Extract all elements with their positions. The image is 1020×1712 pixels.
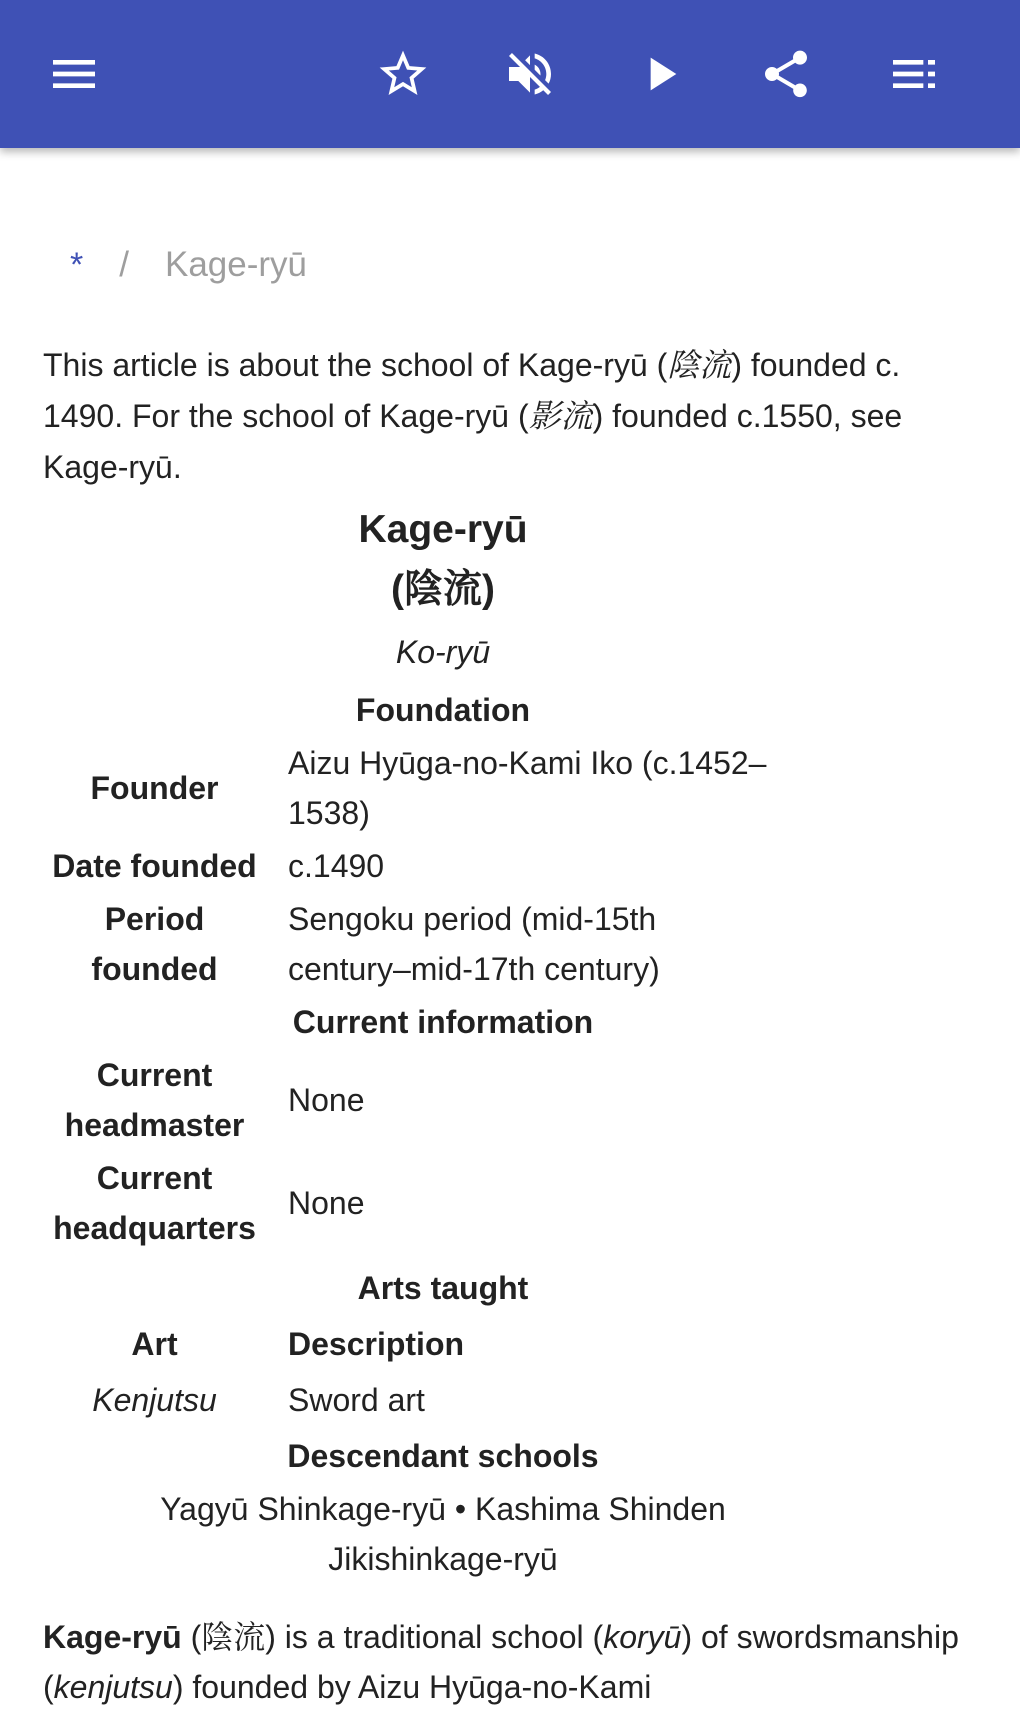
play-icon[interactable] <box>630 44 690 104</box>
founder-label: Founder <box>90 770 219 806</box>
breadcrumb-home-link[interactable]: * <box>70 245 84 284</box>
current-info-header: Current information <box>292 1004 594 1040</box>
arts-column-header-row <box>43 1316 843 1372</box>
share-icon[interactable] <box>756 44 816 104</box>
menu-icon[interactable] <box>44 44 104 104</box>
infobox-title-jp: (陰流) <box>391 568 495 611</box>
description-column-header: Description <box>288 1326 465 1362</box>
infobox-title: Kage-ryū <box>358 508 528 551</box>
article-paragraph <box>43 1612 1003 1712</box>
hatnote-text: ) founded c.1550, see Kage-ryū. <box>43 398 903 485</box>
volume-off-icon[interactable] <box>500 44 560 104</box>
headquarters-row <box>43 1150 843 1256</box>
headquarters-value: None <box>288 1185 365 1221</box>
breadcrumb-separator: / <box>119 245 129 284</box>
kenjutsu-link[interactable]: kenjutsu <box>53 1669 173 1705</box>
art-column-header: Art <box>131 1326 178 1362</box>
descendant-schools-list[interactable]: Yagyū Shinkage-ryū • Kashima Shinden Jikishinkage-ryū <box>160 1491 726 1577</box>
headmaster-value: None <box>288 1082 365 1118</box>
descendant-schools-header: Descendant schools <box>287 1438 599 1474</box>
period-founded-label: Period founded <box>91 901 218 987</box>
koryu-link[interactable]: koryū <box>603 1619 682 1655</box>
breadcrumb-current: Kage-ryū <box>164 245 307 284</box>
art-name[interactable]: Kenjutsu <box>92 1382 217 1418</box>
period-founded-row <box>43 894 843 994</box>
infobox-subtitle[interactable]: Ko-ryū <box>395 634 491 670</box>
hatnote <box>43 340 983 493</box>
hatnote-text: This article is about the school of Kage-ryū ( <box>43 347 668 383</box>
app-bar <box>0 0 1020 148</box>
hatnote-jp-1: 陰流 <box>667 346 732 384</box>
star-icon[interactable] <box>373 44 433 104</box>
headmaster-row <box>43 1050 843 1150</box>
foundation-header: Foundation <box>355 692 531 728</box>
article-text: ) founded by Aizu Hyūga-no-Kami <box>172 1669 652 1705</box>
infobox <box>43 500 843 1584</box>
founder-row <box>43 738 843 838</box>
hatnote-jp-2: 影流 <box>528 397 593 435</box>
article-text: (陰流) is a traditional school ( <box>181 1619 604 1655</box>
article-title-bold: Kage-ryū <box>43 1619 182 1655</box>
art-description: Sword art <box>288 1382 425 1418</box>
date-founded-label: Date founded <box>52 848 257 884</box>
headmaster-label: Current headmaster <box>64 1057 245 1143</box>
headquarters-label: Current headquarters <box>53 1160 256 1246</box>
hatnote-text: ) founded c. 1490. For the school of Kage-ryū ( <box>43 347 901 434</box>
playlist-icon[interactable] <box>884 44 944 104</box>
breadcrumb <box>70 240 307 290</box>
date-founded-row <box>43 838 843 894</box>
founder-value[interactable]: Aizu Hyūga-no-Kami Iko (c.1452–1538) <box>288 745 767 831</box>
article-text: ) of swordsmanship ( <box>43 1619 959 1705</box>
art-row <box>43 1372 843 1428</box>
arts-taught-header: Arts taught <box>357 1270 529 1306</box>
period-founded-value[interactable]: Sengoku period (mid-15th century–mid-17th century) <box>288 901 660 987</box>
date-founded-value: c.1490 <box>288 848 385 884</box>
